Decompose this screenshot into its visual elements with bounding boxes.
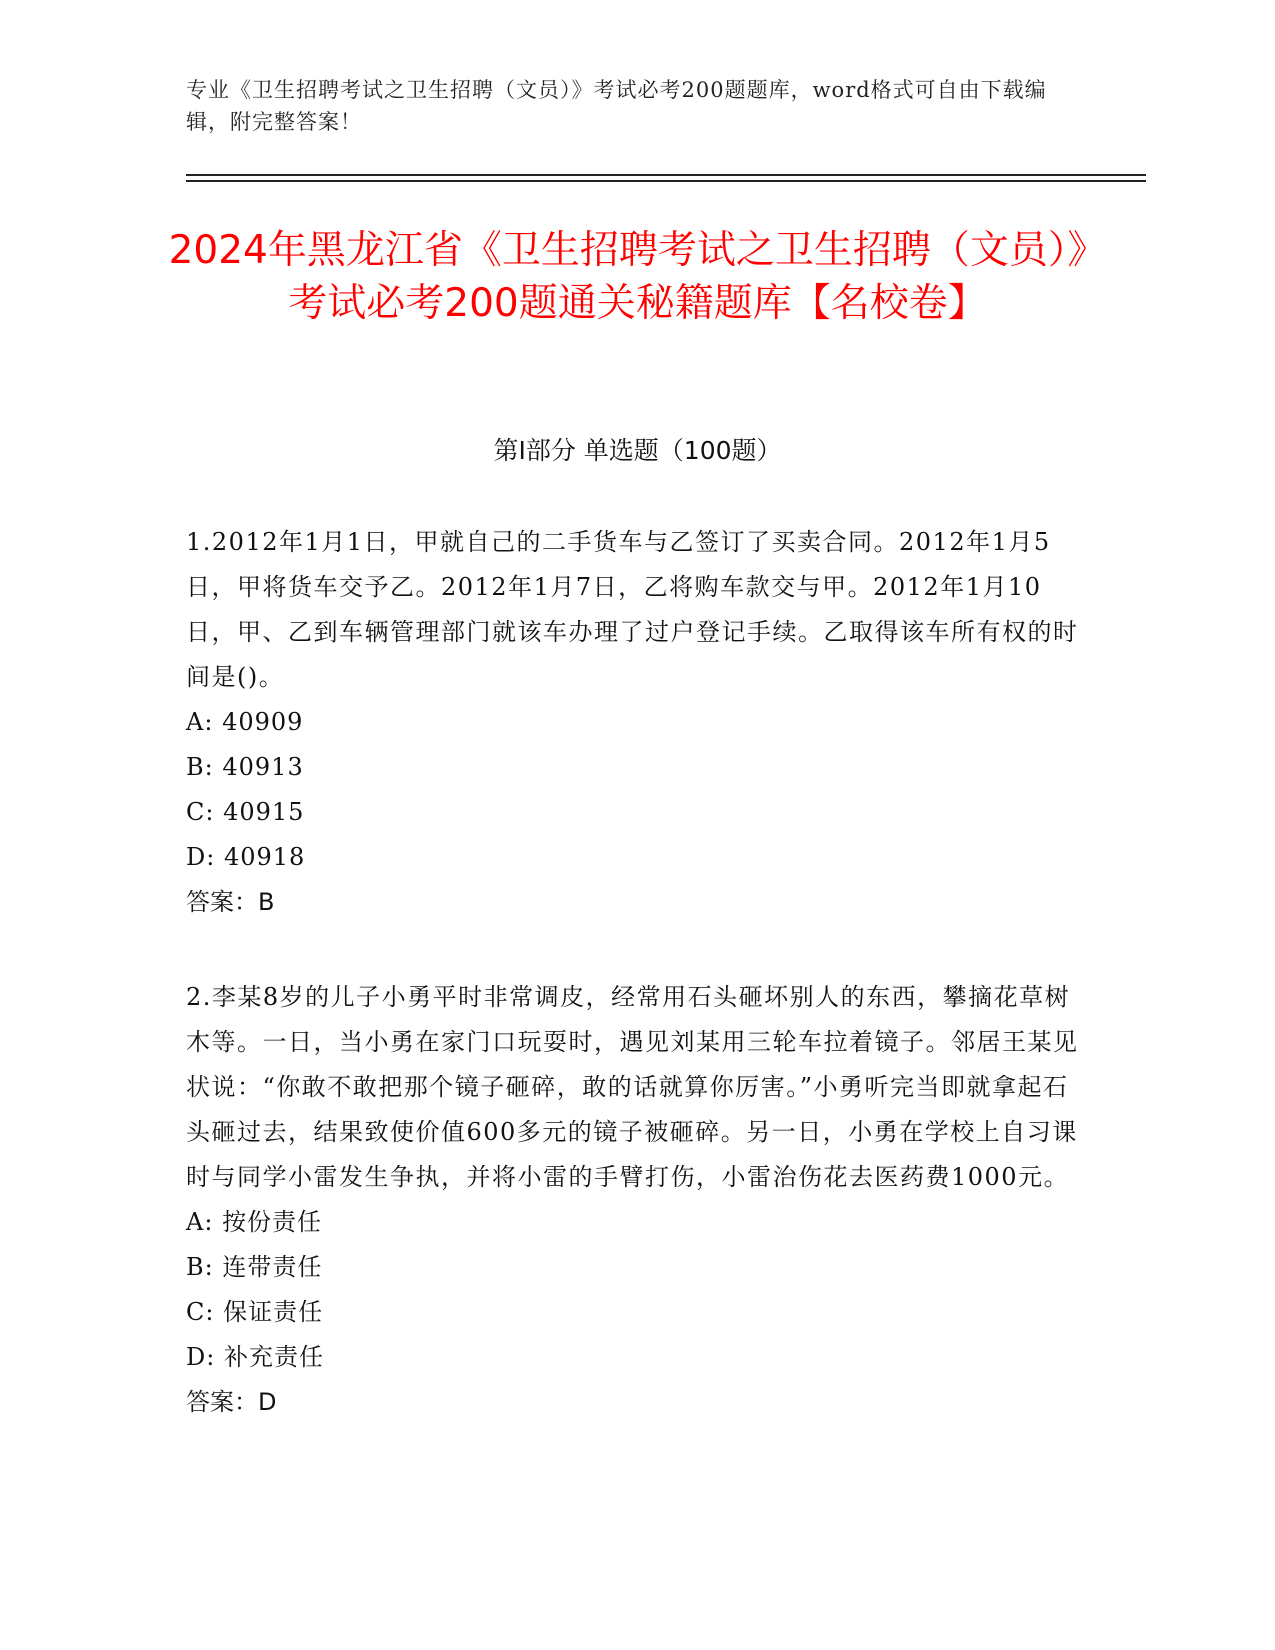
option-text: 40918 (223, 843, 306, 871)
option-d (186, 1335, 1086, 1380)
question-1 (186, 520, 1086, 925)
option-label: C: (186, 798, 215, 826)
option-text: 保证责任 (223, 1298, 324, 1326)
section-title: 第I部分 单选题（100题） (493, 436, 782, 465)
option-b (186, 745, 1086, 790)
option-text: 连带责任 (222, 1253, 323, 1281)
question-stem: 1.2012年1月1日，甲就自己的二手货车与乙签订了买卖合同。2012年1月5日，甲将货车交予乙。2012年1月7日，乙将购车款交与甲。2012年1月10日，甲、乙到车辆管理部门就该车办理了过户登记手续。乙取得该车所有权的时间是()。 (186, 528, 1079, 691)
option-text: 40915 (223, 798, 305, 826)
option-label: A: (186, 1208, 214, 1236)
option-text: 40909 (222, 708, 304, 736)
option-text: 按份责任 (222, 1208, 323, 1236)
option-label: B: (186, 753, 214, 781)
option-d (186, 835, 1086, 880)
option-c (186, 1290, 1086, 1335)
header-divider (186, 180, 1146, 182)
document-title: 2024年黑龙江省《卫生招聘考试之卫生招聘（文员）》考试必考200题通关秘籍题库【名校卷】 (168, 228, 1107, 326)
answer: 答案：D (186, 1388, 277, 1416)
option-text: 40913 (222, 753, 304, 781)
answer: 答案：B (186, 888, 275, 916)
header-divider (186, 174, 1146, 176)
option-label: B: (186, 1253, 214, 1281)
option-label: A: (186, 708, 214, 736)
option-c (186, 790, 1086, 835)
header-note: 专业《卫生招聘考试之卫生招聘（文员）》考试必考200题题库，word格式可自由下载编辑，附完整答案！ (186, 78, 1047, 134)
option-a (186, 700, 1086, 745)
option-label: D: (186, 843, 216, 871)
option-label: D: (186, 1343, 216, 1371)
question-stem: 2.李某8岁的儿子小勇平时非常调皮，经常用石头砸坏别人的东西，攀摘花草树木等。一日，当小勇在家门口玩耍时，遇见刘某用三轮车拉着镜子。邻居王某见状说：“你敢不敢把那个镜子砸碎，敢的话就算你厉害。”小勇听完当即就拿起石头砸过去，结果致使价值600多元的镜子被砸碎。另一日，小勇在学校上自习课时与同学小雷发生争执，并将小雷的手臂打伤，小雷治伤花去医药费1000元。 (186, 983, 1079, 1191)
option-label: C: (186, 1298, 215, 1326)
option-a (186, 1200, 1086, 1245)
option-b (186, 1245, 1086, 1290)
option-text: 补充责任 (223, 1343, 324, 1371)
question-2 (186, 975, 1086, 1425)
